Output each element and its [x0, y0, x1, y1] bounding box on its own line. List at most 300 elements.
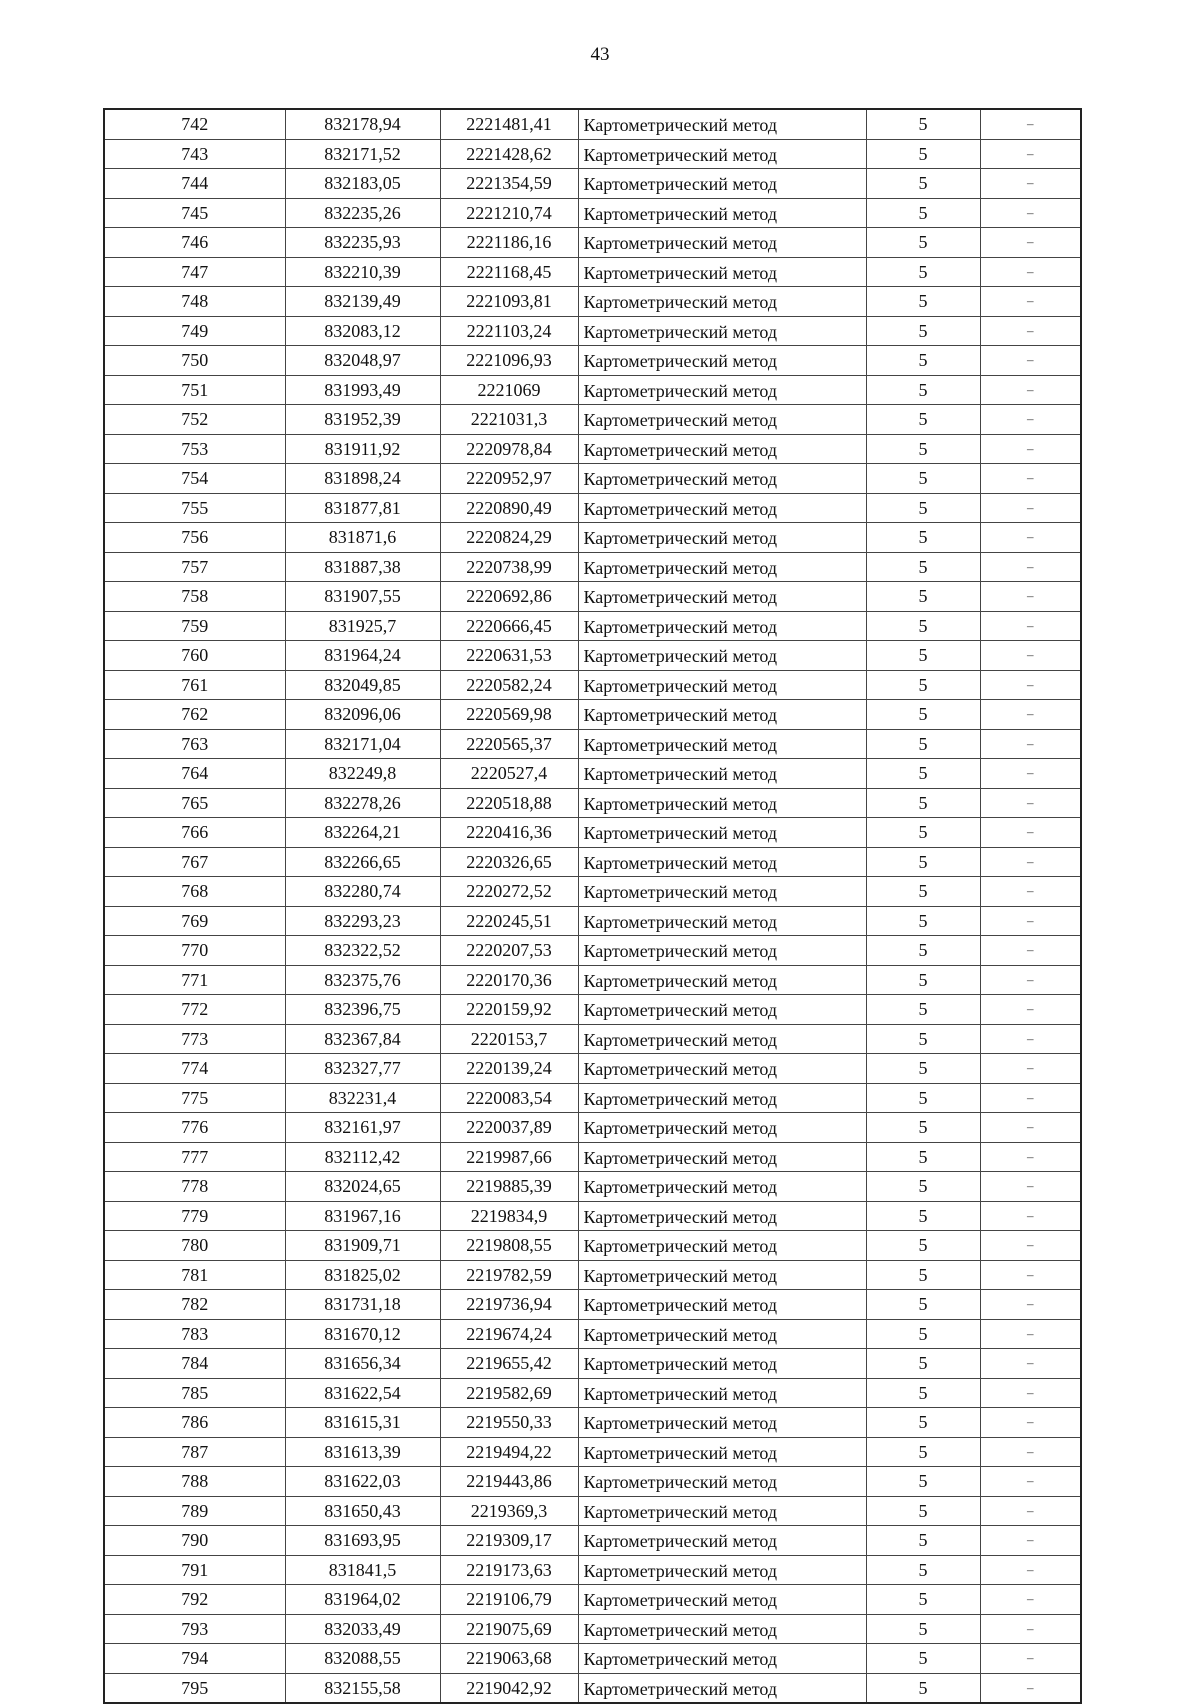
x-coordinate-cell: 832083,12 — [285, 316, 440, 346]
point-number-cell: 746 — [104, 228, 285, 258]
description-cell: – — [980, 1172, 1081, 1202]
accuracy-cell: 5 — [866, 1437, 980, 1467]
table-row — [104, 582, 1081, 612]
accuracy-cell: 5 — [866, 641, 980, 671]
table-row — [104, 1437, 1081, 1467]
method-cell: Картометрический метод — [578, 582, 866, 612]
point-number-cell: 795 — [104, 1673, 285, 1703]
y-coordinate-cell: 2220159,92 — [440, 995, 578, 1025]
table-row — [104, 109, 1081, 139]
table-row — [104, 169, 1081, 199]
y-coordinate-cell: 2220245,51 — [440, 906, 578, 936]
method-cell: Картометрический метод — [578, 1437, 866, 1467]
y-coordinate-cell: 2219494,22 — [440, 1437, 578, 1467]
description-cell: – — [980, 198, 1081, 228]
accuracy-cell: 5 — [866, 1614, 980, 1644]
point-number-cell: 784 — [104, 1349, 285, 1379]
table-row — [104, 670, 1081, 700]
accuracy-cell: 5 — [866, 523, 980, 553]
table-row — [104, 1555, 1081, 1585]
x-coordinate-cell: 831967,16 — [285, 1201, 440, 1231]
table-row — [104, 493, 1081, 523]
point-number-cell: 753 — [104, 434, 285, 464]
y-coordinate-cell: 2219782,59 — [440, 1260, 578, 1290]
table-row — [104, 1467, 1081, 1497]
y-coordinate-cell: 2221093,81 — [440, 287, 578, 317]
point-number-cell: 748 — [104, 287, 285, 317]
y-coordinate-cell: 2220824,29 — [440, 523, 578, 553]
table-row — [104, 729, 1081, 759]
x-coordinate-cell: 832112,42 — [285, 1142, 440, 1172]
description-cell: – — [980, 493, 1081, 523]
accuracy-cell: 5 — [866, 1585, 980, 1615]
x-coordinate-cell: 831952,39 — [285, 405, 440, 435]
point-number-cell: 744 — [104, 169, 285, 199]
description-cell: – — [980, 611, 1081, 641]
method-cell: Картометрический метод — [578, 1290, 866, 1320]
y-coordinate-cell: 2220890,49 — [440, 493, 578, 523]
x-coordinate-cell: 832049,85 — [285, 670, 440, 700]
accuracy-cell: 5 — [866, 346, 980, 376]
point-number-cell: 763 — [104, 729, 285, 759]
method-cell: Картометрический метод — [578, 1555, 866, 1585]
point-number-cell: 752 — [104, 405, 285, 435]
description-cell: – — [980, 1142, 1081, 1172]
x-coordinate-cell: 831613,39 — [285, 1437, 440, 1467]
x-coordinate-cell: 831670,12 — [285, 1319, 440, 1349]
description-cell: – — [980, 700, 1081, 730]
description-cell: – — [980, 405, 1081, 435]
x-coordinate-cell: 831877,81 — [285, 493, 440, 523]
accuracy-cell: 5 — [866, 375, 980, 405]
point-number-cell: 777 — [104, 1142, 285, 1172]
point-number-cell: 767 — [104, 847, 285, 877]
method-cell: Картометрический метод — [578, 906, 866, 936]
accuracy-cell: 5 — [866, 729, 980, 759]
point-number-cell: 742 — [104, 109, 285, 139]
y-coordinate-cell: 2219655,42 — [440, 1349, 578, 1379]
description-cell: – — [980, 1644, 1081, 1674]
description-cell: – — [980, 346, 1081, 376]
y-coordinate-cell: 2220952,97 — [440, 464, 578, 494]
accuracy-cell: 5 — [866, 1349, 980, 1379]
method-cell: Картометрический метод — [578, 729, 866, 759]
y-coordinate-cell: 2220666,45 — [440, 611, 578, 641]
point-number-cell: 780 — [104, 1231, 285, 1261]
table-row — [104, 464, 1081, 494]
y-coordinate-cell: 2220978,84 — [440, 434, 578, 464]
description-cell: – — [980, 139, 1081, 169]
accuracy-cell: 5 — [866, 611, 980, 641]
y-coordinate-cell: 2220518,88 — [440, 788, 578, 818]
point-number-cell: 761 — [104, 670, 285, 700]
x-coordinate-cell: 832266,65 — [285, 847, 440, 877]
description-cell: – — [980, 434, 1081, 464]
table-row — [104, 1024, 1081, 1054]
x-coordinate-cell: 832171,52 — [285, 139, 440, 169]
method-cell: Картометрический метод — [578, 1673, 866, 1703]
description-cell: – — [980, 552, 1081, 582]
y-coordinate-cell: 2221354,59 — [440, 169, 578, 199]
y-coordinate-cell: 2219885,39 — [440, 1172, 578, 1202]
description-cell: – — [980, 1054, 1081, 1084]
method-cell: Картометрический метод — [578, 611, 866, 641]
accuracy-cell: 5 — [866, 1496, 980, 1526]
description-cell: – — [980, 818, 1081, 848]
accuracy-cell: 5 — [866, 965, 980, 995]
accuracy-cell: 5 — [866, 847, 980, 877]
description-cell: – — [980, 877, 1081, 907]
table-row — [104, 906, 1081, 936]
y-coordinate-cell: 2219309,17 — [440, 1526, 578, 1556]
accuracy-cell: 5 — [866, 1142, 980, 1172]
method-cell: Картометрический метод — [578, 1231, 866, 1261]
point-number-cell: 743 — [104, 139, 285, 169]
method-cell: Картометрический метод — [578, 700, 866, 730]
method-cell: Картометрический метод — [578, 434, 866, 464]
point-number-cell: 765 — [104, 788, 285, 818]
description-cell: – — [980, 995, 1081, 1025]
point-number-cell: 772 — [104, 995, 285, 1025]
table-row — [104, 1319, 1081, 1349]
method-cell: Картометрический метод — [578, 818, 866, 848]
description-cell: – — [980, 287, 1081, 317]
table-row — [104, 1408, 1081, 1438]
point-number-cell: 750 — [104, 346, 285, 376]
x-coordinate-cell: 831615,31 — [285, 1408, 440, 1438]
x-coordinate-cell: 832210,39 — [285, 257, 440, 287]
description-cell: – — [980, 582, 1081, 612]
y-coordinate-cell: 2220631,53 — [440, 641, 578, 671]
y-coordinate-cell: 2221168,45 — [440, 257, 578, 287]
table-row — [104, 346, 1081, 376]
table-row — [104, 139, 1081, 169]
description-cell: – — [980, 1231, 1081, 1261]
point-number-cell: 779 — [104, 1201, 285, 1231]
method-cell: Картометрический метод — [578, 965, 866, 995]
y-coordinate-cell: 2220153,7 — [440, 1024, 578, 1054]
y-coordinate-cell: 2220692,86 — [440, 582, 578, 612]
accuracy-cell: 5 — [866, 405, 980, 435]
accuracy-cell: 5 — [866, 109, 980, 139]
accuracy-cell: 5 — [866, 464, 980, 494]
table-row — [104, 552, 1081, 582]
method-cell: Картометрический метод — [578, 1349, 866, 1379]
description-cell: – — [980, 228, 1081, 258]
accuracy-cell: 5 — [866, 1024, 980, 1054]
x-coordinate-cell: 832235,93 — [285, 228, 440, 258]
description-cell: – — [980, 1113, 1081, 1143]
y-coordinate-cell: 2221031,3 — [440, 405, 578, 435]
accuracy-cell: 5 — [866, 1526, 980, 1556]
point-number-cell: 759 — [104, 611, 285, 641]
description-cell: – — [980, 847, 1081, 877]
description-cell: – — [980, 109, 1081, 139]
description-cell: – — [980, 1408, 1081, 1438]
accuracy-cell: 5 — [866, 1260, 980, 1290]
x-coordinate-cell: 832033,49 — [285, 1614, 440, 1644]
x-coordinate-cell: 831964,24 — [285, 641, 440, 671]
x-coordinate-cell: 831925,7 — [285, 611, 440, 641]
description-cell: – — [980, 375, 1081, 405]
method-cell: Картометрический метод — [578, 936, 866, 966]
point-number-cell: 785 — [104, 1378, 285, 1408]
x-coordinate-cell: 831911,92 — [285, 434, 440, 464]
method-cell: Картометрический метод — [578, 1408, 866, 1438]
accuracy-cell: 5 — [866, 1172, 980, 1202]
description-cell: – — [980, 729, 1081, 759]
x-coordinate-cell: 831656,34 — [285, 1349, 440, 1379]
x-coordinate-cell: 831887,38 — [285, 552, 440, 582]
y-coordinate-cell: 2220582,24 — [440, 670, 578, 700]
method-cell: Картометрический метод — [578, 1319, 866, 1349]
point-number-cell: 778 — [104, 1172, 285, 1202]
y-coordinate-cell: 2219173,63 — [440, 1555, 578, 1585]
method-cell: Картометрический метод — [578, 1260, 866, 1290]
method-cell: Картометрический метод — [578, 1113, 866, 1143]
y-coordinate-cell: 2219443,86 — [440, 1467, 578, 1497]
description-cell: – — [980, 641, 1081, 671]
description-cell: – — [980, 464, 1081, 494]
method-cell: Картометрический метод — [578, 1024, 866, 1054]
table-row — [104, 1673, 1081, 1703]
x-coordinate-cell: 831898,24 — [285, 464, 440, 494]
accuracy-cell: 5 — [866, 139, 980, 169]
point-number-cell: 747 — [104, 257, 285, 287]
method-cell: Картометрический метод — [578, 228, 866, 258]
table-row — [104, 936, 1081, 966]
method-cell: Картометрический метод — [578, 1201, 866, 1231]
method-cell: Картометрический метод — [578, 1585, 866, 1615]
accuracy-cell: 5 — [866, 1113, 980, 1143]
accuracy-cell: 5 — [866, 1231, 980, 1261]
method-cell: Картометрический метод — [578, 109, 866, 139]
point-number-cell: 775 — [104, 1083, 285, 1113]
table-row — [104, 523, 1081, 553]
table-row — [104, 965, 1081, 995]
table-row — [104, 818, 1081, 848]
y-coordinate-cell: 2220565,37 — [440, 729, 578, 759]
x-coordinate-cell: 832171,04 — [285, 729, 440, 759]
description-cell: – — [980, 1437, 1081, 1467]
table-row — [104, 198, 1081, 228]
x-coordinate-cell: 832375,76 — [285, 965, 440, 995]
point-number-cell: 769 — [104, 906, 285, 936]
y-coordinate-cell: 2221186,16 — [440, 228, 578, 258]
method-cell: Картометрический метод — [578, 995, 866, 1025]
method-cell: Картометрический метод — [578, 670, 866, 700]
point-number-cell: 757 — [104, 552, 285, 582]
description-cell: – — [980, 1024, 1081, 1054]
method-cell: Картометрический метод — [578, 316, 866, 346]
accuracy-cell: 5 — [866, 287, 980, 317]
x-coordinate-cell: 832088,55 — [285, 1644, 440, 1674]
accuracy-cell: 5 — [866, 552, 980, 582]
table-row — [104, 1172, 1081, 1202]
x-coordinate-cell: 831909,71 — [285, 1231, 440, 1261]
point-number-cell: 792 — [104, 1585, 285, 1615]
description-cell: – — [980, 1083, 1081, 1113]
y-coordinate-cell: 2219582,69 — [440, 1378, 578, 1408]
y-coordinate-cell: 2220037,89 — [440, 1113, 578, 1143]
x-coordinate-cell: 832024,65 — [285, 1172, 440, 1202]
table-row — [104, 1142, 1081, 1172]
x-coordinate-cell: 832231,4 — [285, 1083, 440, 1113]
table-row — [104, 1054, 1081, 1084]
x-coordinate-cell: 832396,75 — [285, 995, 440, 1025]
point-number-cell: 755 — [104, 493, 285, 523]
table-row — [104, 847, 1081, 877]
x-coordinate-cell: 831731,18 — [285, 1290, 440, 1320]
method-cell: Картометрический метод — [578, 1467, 866, 1497]
method-cell: Картометрический метод — [578, 1378, 866, 1408]
accuracy-cell: 5 — [866, 582, 980, 612]
point-number-cell: 751 — [104, 375, 285, 405]
method-cell: Картометрический метод — [578, 788, 866, 818]
method-cell: Картометрический метод — [578, 1644, 866, 1674]
point-number-cell: 766 — [104, 818, 285, 848]
x-coordinate-cell: 831841,5 — [285, 1555, 440, 1585]
table-row — [104, 759, 1081, 789]
point-number-cell: 773 — [104, 1024, 285, 1054]
table-row — [104, 877, 1081, 907]
table-row — [104, 228, 1081, 258]
y-coordinate-cell: 2221481,41 — [440, 109, 578, 139]
table-row — [104, 257, 1081, 287]
accuracy-cell: 5 — [866, 228, 980, 258]
description-cell: – — [980, 257, 1081, 287]
description-cell: – — [980, 1673, 1081, 1703]
point-number-cell: 764 — [104, 759, 285, 789]
point-number-cell: 745 — [104, 198, 285, 228]
description-cell: – — [980, 1467, 1081, 1497]
x-coordinate-cell: 831693,95 — [285, 1526, 440, 1556]
y-coordinate-cell: 2219369,3 — [440, 1496, 578, 1526]
point-number-cell: 776 — [104, 1113, 285, 1143]
x-coordinate-cell: 831993,49 — [285, 375, 440, 405]
table-row — [104, 1614, 1081, 1644]
x-coordinate-cell: 832096,06 — [285, 700, 440, 730]
method-cell: Картометрический метод — [578, 1054, 866, 1084]
description-cell: – — [980, 316, 1081, 346]
description-cell: – — [980, 1496, 1081, 1526]
x-coordinate-cell: 832322,52 — [285, 936, 440, 966]
description-cell: – — [980, 906, 1081, 936]
x-coordinate-cell: 831650,43 — [285, 1496, 440, 1526]
table-row — [104, 788, 1081, 818]
x-coordinate-cell: 832293,23 — [285, 906, 440, 936]
description-cell: – — [980, 965, 1081, 995]
accuracy-cell: 5 — [866, 1083, 980, 1113]
method-cell: Картометрический метод — [578, 493, 866, 523]
table-row — [104, 611, 1081, 641]
point-number-cell: 758 — [104, 582, 285, 612]
y-coordinate-cell: 2219106,79 — [440, 1585, 578, 1615]
y-coordinate-cell: 2221096,93 — [440, 346, 578, 376]
description-cell: – — [980, 759, 1081, 789]
description-cell: – — [980, 523, 1081, 553]
accuracy-cell: 5 — [866, 1201, 980, 1231]
accuracy-cell: 5 — [866, 316, 980, 346]
accuracy-cell: 5 — [866, 1290, 980, 1320]
accuracy-cell: 5 — [866, 493, 980, 523]
point-number-cell: 791 — [104, 1555, 285, 1585]
y-coordinate-cell: 2220527,4 — [440, 759, 578, 789]
point-number-cell: 762 — [104, 700, 285, 730]
point-number-cell: 787 — [104, 1437, 285, 1467]
y-coordinate-cell: 2220569,98 — [440, 700, 578, 730]
point-number-cell: 756 — [104, 523, 285, 553]
point-number-cell: 790 — [104, 1526, 285, 1556]
point-number-cell: 760 — [104, 641, 285, 671]
y-coordinate-cell: 2219987,66 — [440, 1142, 578, 1172]
description-cell: – — [980, 936, 1081, 966]
y-coordinate-cell: 2220326,65 — [440, 847, 578, 877]
accuracy-cell: 5 — [866, 1319, 980, 1349]
method-cell: Картометрический метод — [578, 287, 866, 317]
method-cell: Картометрический метод — [578, 1614, 866, 1644]
point-number-cell: 774 — [104, 1054, 285, 1084]
description-cell: – — [980, 1585, 1081, 1615]
y-coordinate-cell: 2220207,53 — [440, 936, 578, 966]
description-cell: – — [980, 1378, 1081, 1408]
table-row — [104, 405, 1081, 435]
accuracy-cell: 5 — [866, 1555, 980, 1585]
table-row — [104, 287, 1081, 317]
y-coordinate-cell: 2220416,36 — [440, 818, 578, 848]
point-number-cell: 783 — [104, 1319, 285, 1349]
point-number-cell: 789 — [104, 1496, 285, 1526]
page-number: 43 — [590, 44, 610, 65]
y-coordinate-cell: 2219042,92 — [440, 1673, 578, 1703]
description-cell: – — [980, 1201, 1081, 1231]
x-coordinate-cell: 832327,77 — [285, 1054, 440, 1084]
x-coordinate-cell: 832178,94 — [285, 109, 440, 139]
description-cell: – — [980, 670, 1081, 700]
y-coordinate-cell: 2221069 — [440, 375, 578, 405]
x-coordinate-cell: 831871,6 — [285, 523, 440, 553]
table-row — [104, 1378, 1081, 1408]
y-coordinate-cell: 2220738,99 — [440, 552, 578, 582]
y-coordinate-cell: 2220170,36 — [440, 965, 578, 995]
accuracy-cell: 5 — [866, 759, 980, 789]
x-coordinate-cell: 832235,26 — [285, 198, 440, 228]
accuracy-cell: 5 — [866, 1378, 980, 1408]
point-number-cell: 794 — [104, 1644, 285, 1674]
table-row — [104, 700, 1081, 730]
accuracy-cell: 5 — [866, 1467, 980, 1497]
accuracy-cell: 5 — [866, 198, 980, 228]
point-number-cell: 788 — [104, 1467, 285, 1497]
description-cell: – — [980, 169, 1081, 199]
method-cell: Картометрический метод — [578, 1496, 866, 1526]
method-cell: Картометрический метод — [578, 1526, 866, 1556]
table-row — [104, 1644, 1081, 1674]
accuracy-cell: 5 — [866, 700, 980, 730]
description-cell: – — [980, 1349, 1081, 1379]
x-coordinate-cell: 832048,97 — [285, 346, 440, 376]
table-row — [104, 641, 1081, 671]
table-row — [104, 995, 1081, 1025]
x-coordinate-cell: 832155,58 — [285, 1673, 440, 1703]
accuracy-cell: 5 — [866, 788, 980, 818]
accuracy-cell: 5 — [866, 670, 980, 700]
table-row — [104, 434, 1081, 464]
accuracy-cell: 5 — [866, 169, 980, 199]
accuracy-cell: 5 — [866, 906, 980, 936]
point-number-cell: 793 — [104, 1614, 285, 1644]
point-number-cell: 782 — [104, 1290, 285, 1320]
